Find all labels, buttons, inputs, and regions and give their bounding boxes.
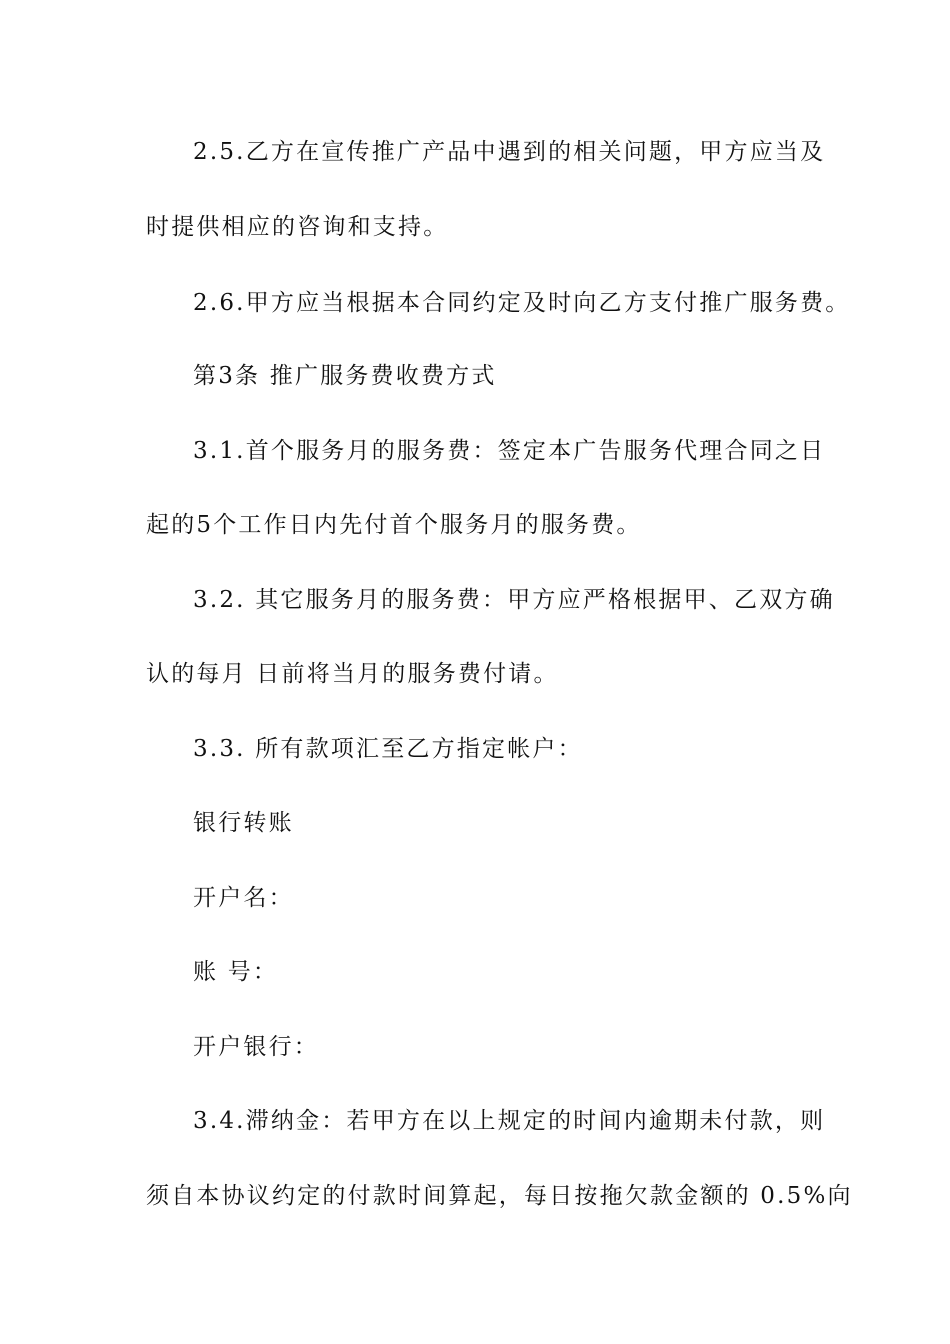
paragraph-3-1-line-2: 起的5个工作日内先付首个服务月的服务费。 <box>146 512 642 538</box>
paragraph-3-2-line-1: 3.2. 其它服务月的服务费：甲方应严格根据甲、乙双方确 <box>193 587 835 613</box>
account-number-label: 账 号： <box>193 959 279 985</box>
paragraph-3-4-line-2: 须自本协议约定的付款时间算起，每日按拖欠款金额的 0.5%向 <box>146 1183 853 1209</box>
paragraph-3-3: 3.3. 所有款项汇至乙方指定帐户： <box>193 736 583 762</box>
section-heading-article-3: 第3条 推广服务费收费方式 <box>193 363 497 389</box>
bank-transfer-label: 银行转账 <box>193 810 294 836</box>
paragraph-2-5-line-1: 2.5.乙方在宣传推广产品中遇到的相关问题，甲方应当及 <box>193 139 826 165</box>
paragraph-2-6: 2.6.甲方应当根据本合同约定及时向乙方支付推广服务费。 <box>193 290 851 316</box>
paragraph-3-2-line-2: 认的每月 日前将当月的服务费付请。 <box>146 661 559 687</box>
paragraph-2-5-line-2: 时提供相应的咨询和支持。 <box>146 214 449 240</box>
paragraph-3-1-line-1: 3.1.首个服务月的服务费：签定本广告服务代理合同之日 <box>193 438 826 464</box>
account-name-label: 开户名： <box>193 885 294 911</box>
bank-name-label: 开户银行： <box>193 1034 319 1060</box>
paragraph-3-4-line-1: 3.4.滞纳金：若甲方在以上规定的时间内逾期未付款，则 <box>193 1108 826 1134</box>
